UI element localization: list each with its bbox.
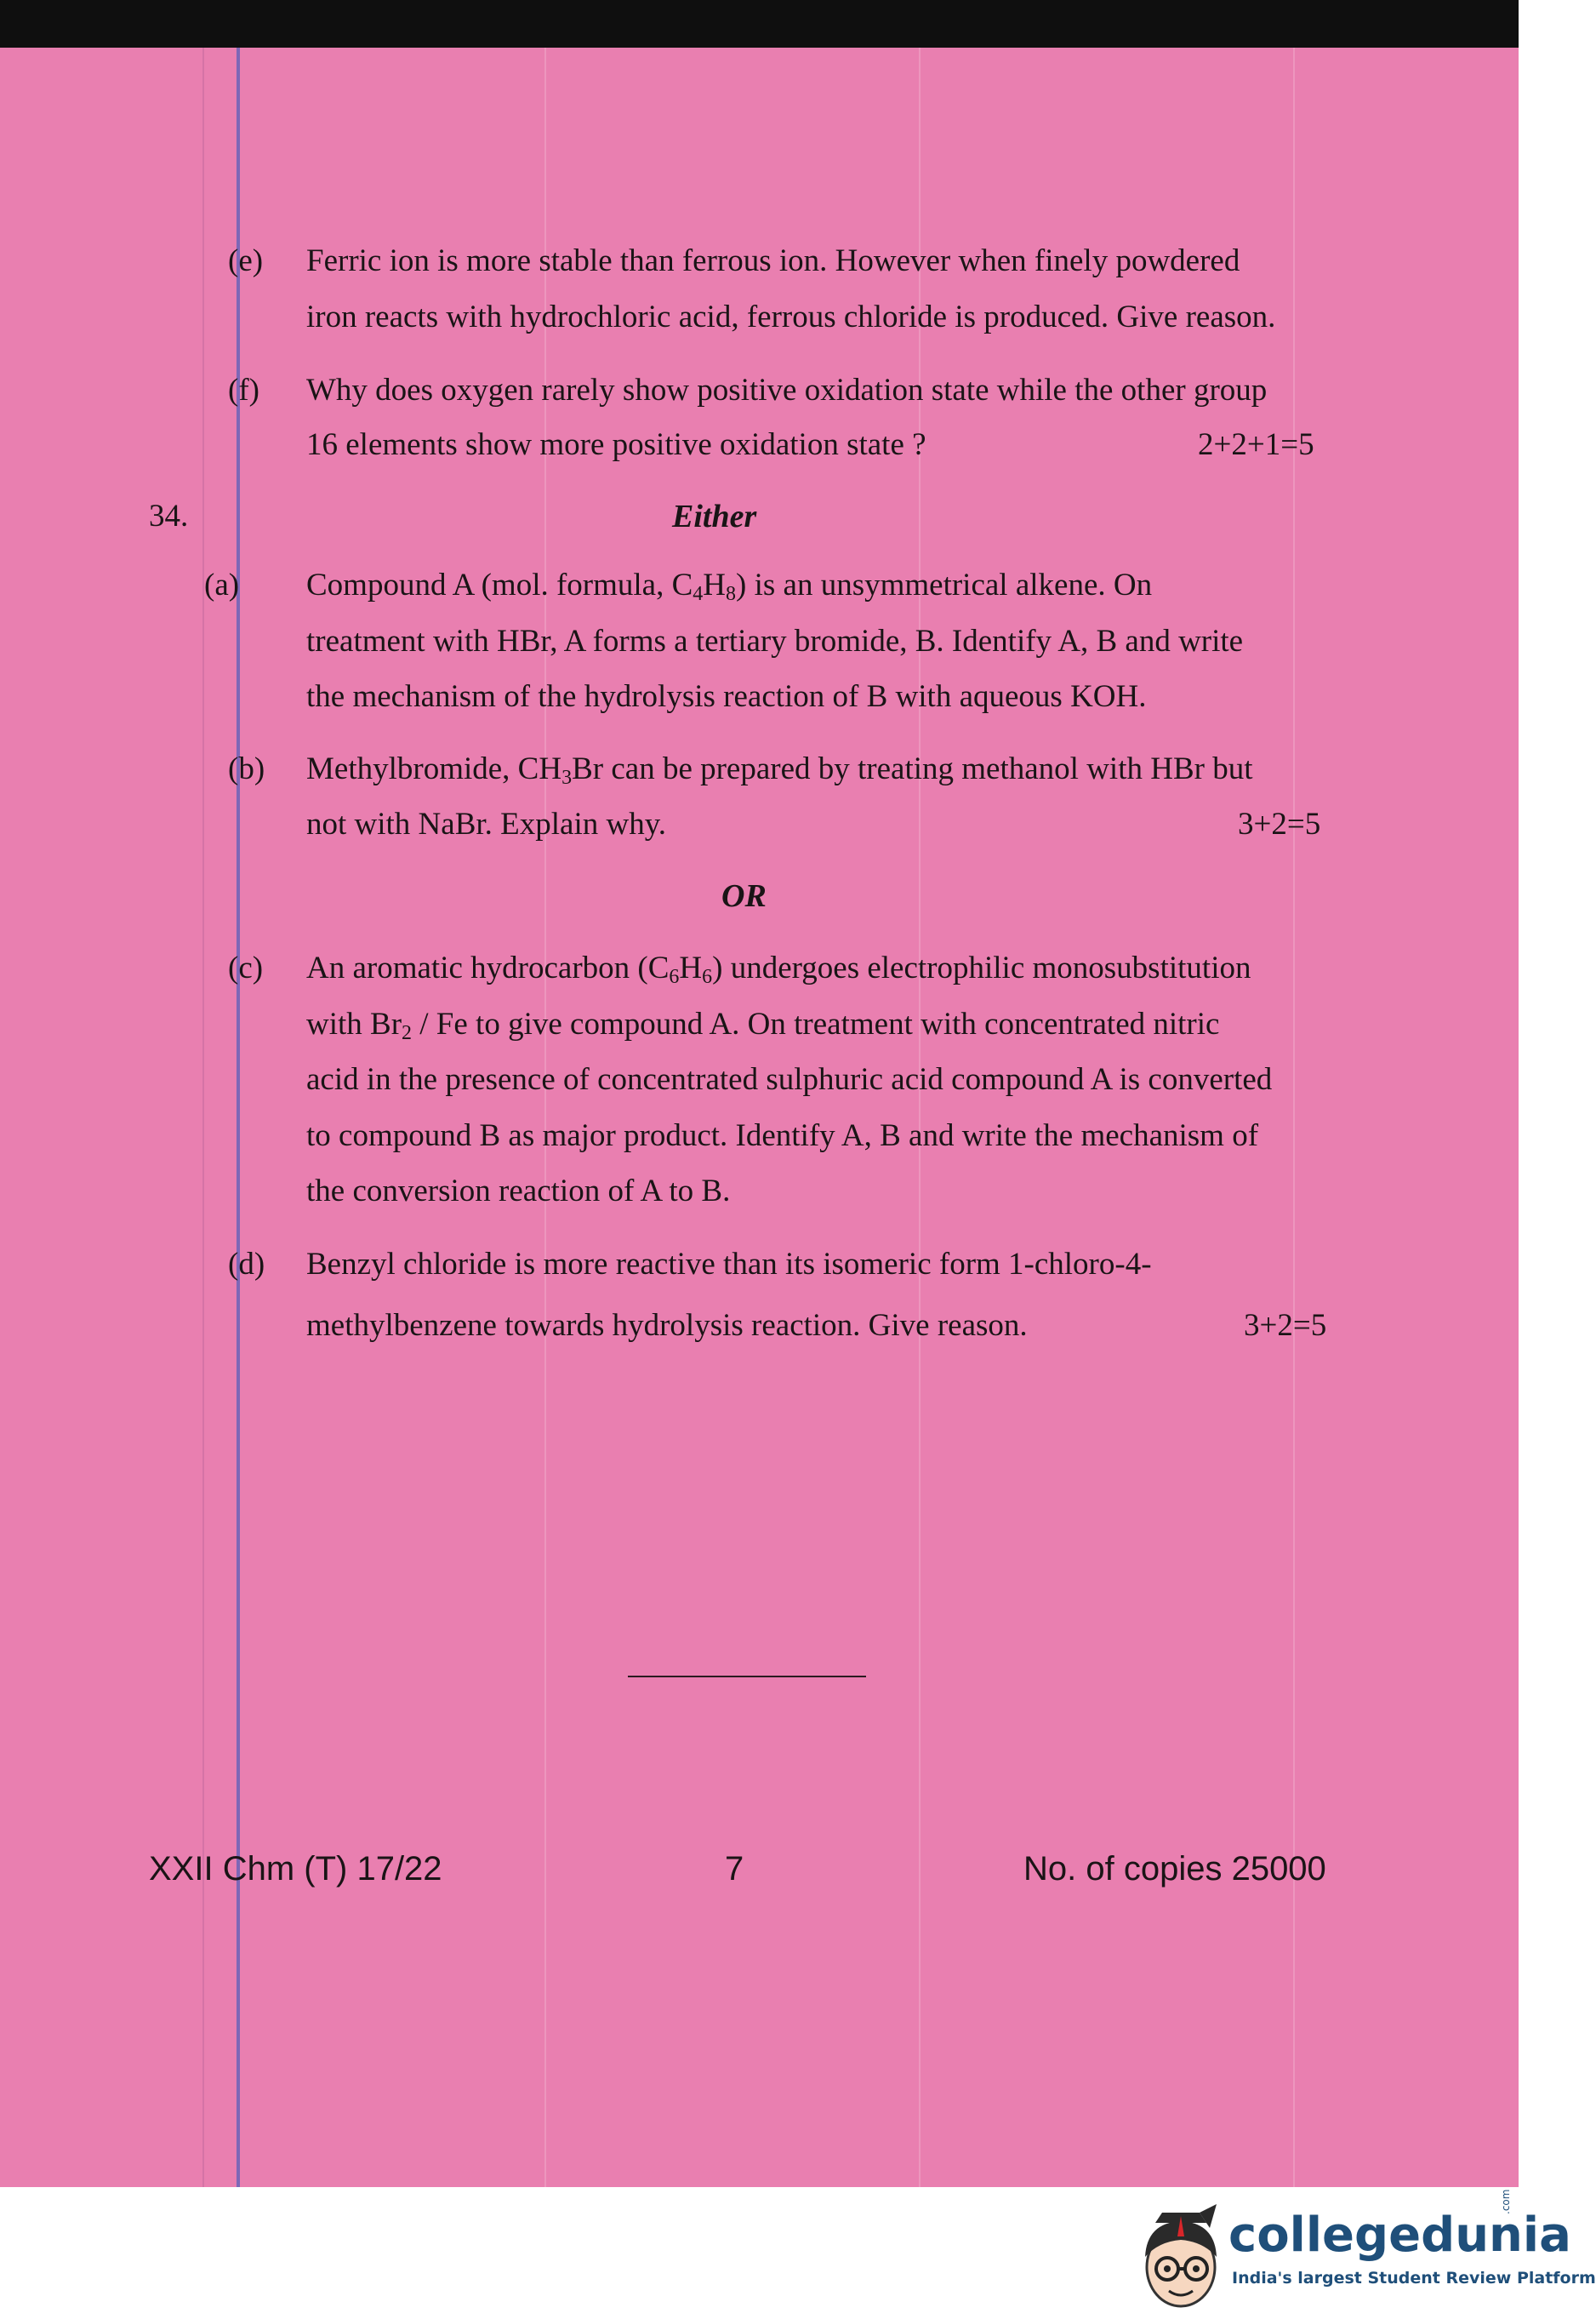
marks-f: 2+2+1=5	[1198, 427, 1314, 462]
paper-code: XXII Chm (T) 17/22	[149, 1850, 442, 1888]
question-number: 34.	[149, 499, 189, 534]
logo-suffix: .com	[1500, 2189, 1512, 2214]
item-label-f: (f)	[228, 373, 259, 408]
item-d-line-2: methylbenzene towards hydrolysis reaction. Give reason.	[306, 1308, 1028, 1343]
copies-count: No. of copies 25000	[1023, 1850, 1326, 1888]
item-label-d: (d)	[228, 1247, 265, 1282]
item-f-line-1: Why does oxygen rarely show positive oxidation state while the other group	[306, 373, 1268, 408]
item-c-line-5: the conversion reaction of A to B.	[306, 1174, 731, 1208]
item-f-line-2: 16 elements show more positive oxidation state ?	[306, 427, 926, 462]
item-b-line-1: Methylbromide, $CH_3Br$ can be prepared by treating methanol with HBr but	[306, 751, 1253, 789]
item-c-line-2: with $Br_2$ / Fe to give compound A. On treatment with concentrated nitric	[306, 1007, 1220, 1044]
mascot-face-icon	[1121, 2197, 1240, 2316]
either-heading: Either	[672, 499, 757, 534]
page-number: 7	[725, 1850, 744, 1888]
marks-b: 3+2=5	[1238, 807, 1321, 842]
marks-d: 3+2=5	[1244, 1308, 1327, 1343]
collegedunia-logo	[1121, 2189, 1596, 2319]
item-c-line-1: An aromatic hydrocarbon $(C_6H_6)$ undergoes electrophilic monosubstitution	[306, 951, 1251, 988]
item-e-line-2: iron reacts with hydrochloric acid, ferrous chloride is produced. Give reason.	[306, 300, 1276, 334]
item-c-line-3: acid in the presence of concentrated sulphuric acid compound A is converted	[306, 1062, 1273, 1097]
item-a-line-2: treatment with HBr, A forms a tertiary bromide, B. Identify A, B and write	[306, 624, 1244, 659]
or-heading: OR	[721, 878, 767, 914]
item-a-line-1: Compound A (mol. formula, $C_4H_8$) is an unsymmetrical alkene. On	[306, 568, 1153, 605]
item-e-line-1: Ferric ion is more stable than ferrous ion. However when finely powdered	[306, 243, 1240, 278]
item-label-a: (a)	[204, 568, 240, 603]
scan-top-border	[0, 0, 1519, 48]
logo-wordmark: collegedunia	[1228, 2208, 1571, 2263]
logo-tagline: India's largest Student Review Platform	[1232, 2269, 1596, 2288]
item-label-e: (e)	[228, 243, 264, 278]
item-b-line-2: not with NaBr. Explain why.	[306, 807, 667, 842]
item-a-line-3: the mechanism of the hydrolysis reaction of B with aqueous KOH.	[306, 679, 1147, 714]
item-label-c: (c)	[228, 951, 264, 985]
end-divider	[628, 1676, 866, 1677]
item-d-line-1: Benzyl chloride is more reactive than its isomeric form 1-chloro-4-	[306, 1247, 1152, 1282]
item-c-line-4: to compound B as major product. Identify A, B and write the mechanism of	[306, 1118, 1259, 1153]
item-label-b: (b)	[228, 751, 265, 786]
